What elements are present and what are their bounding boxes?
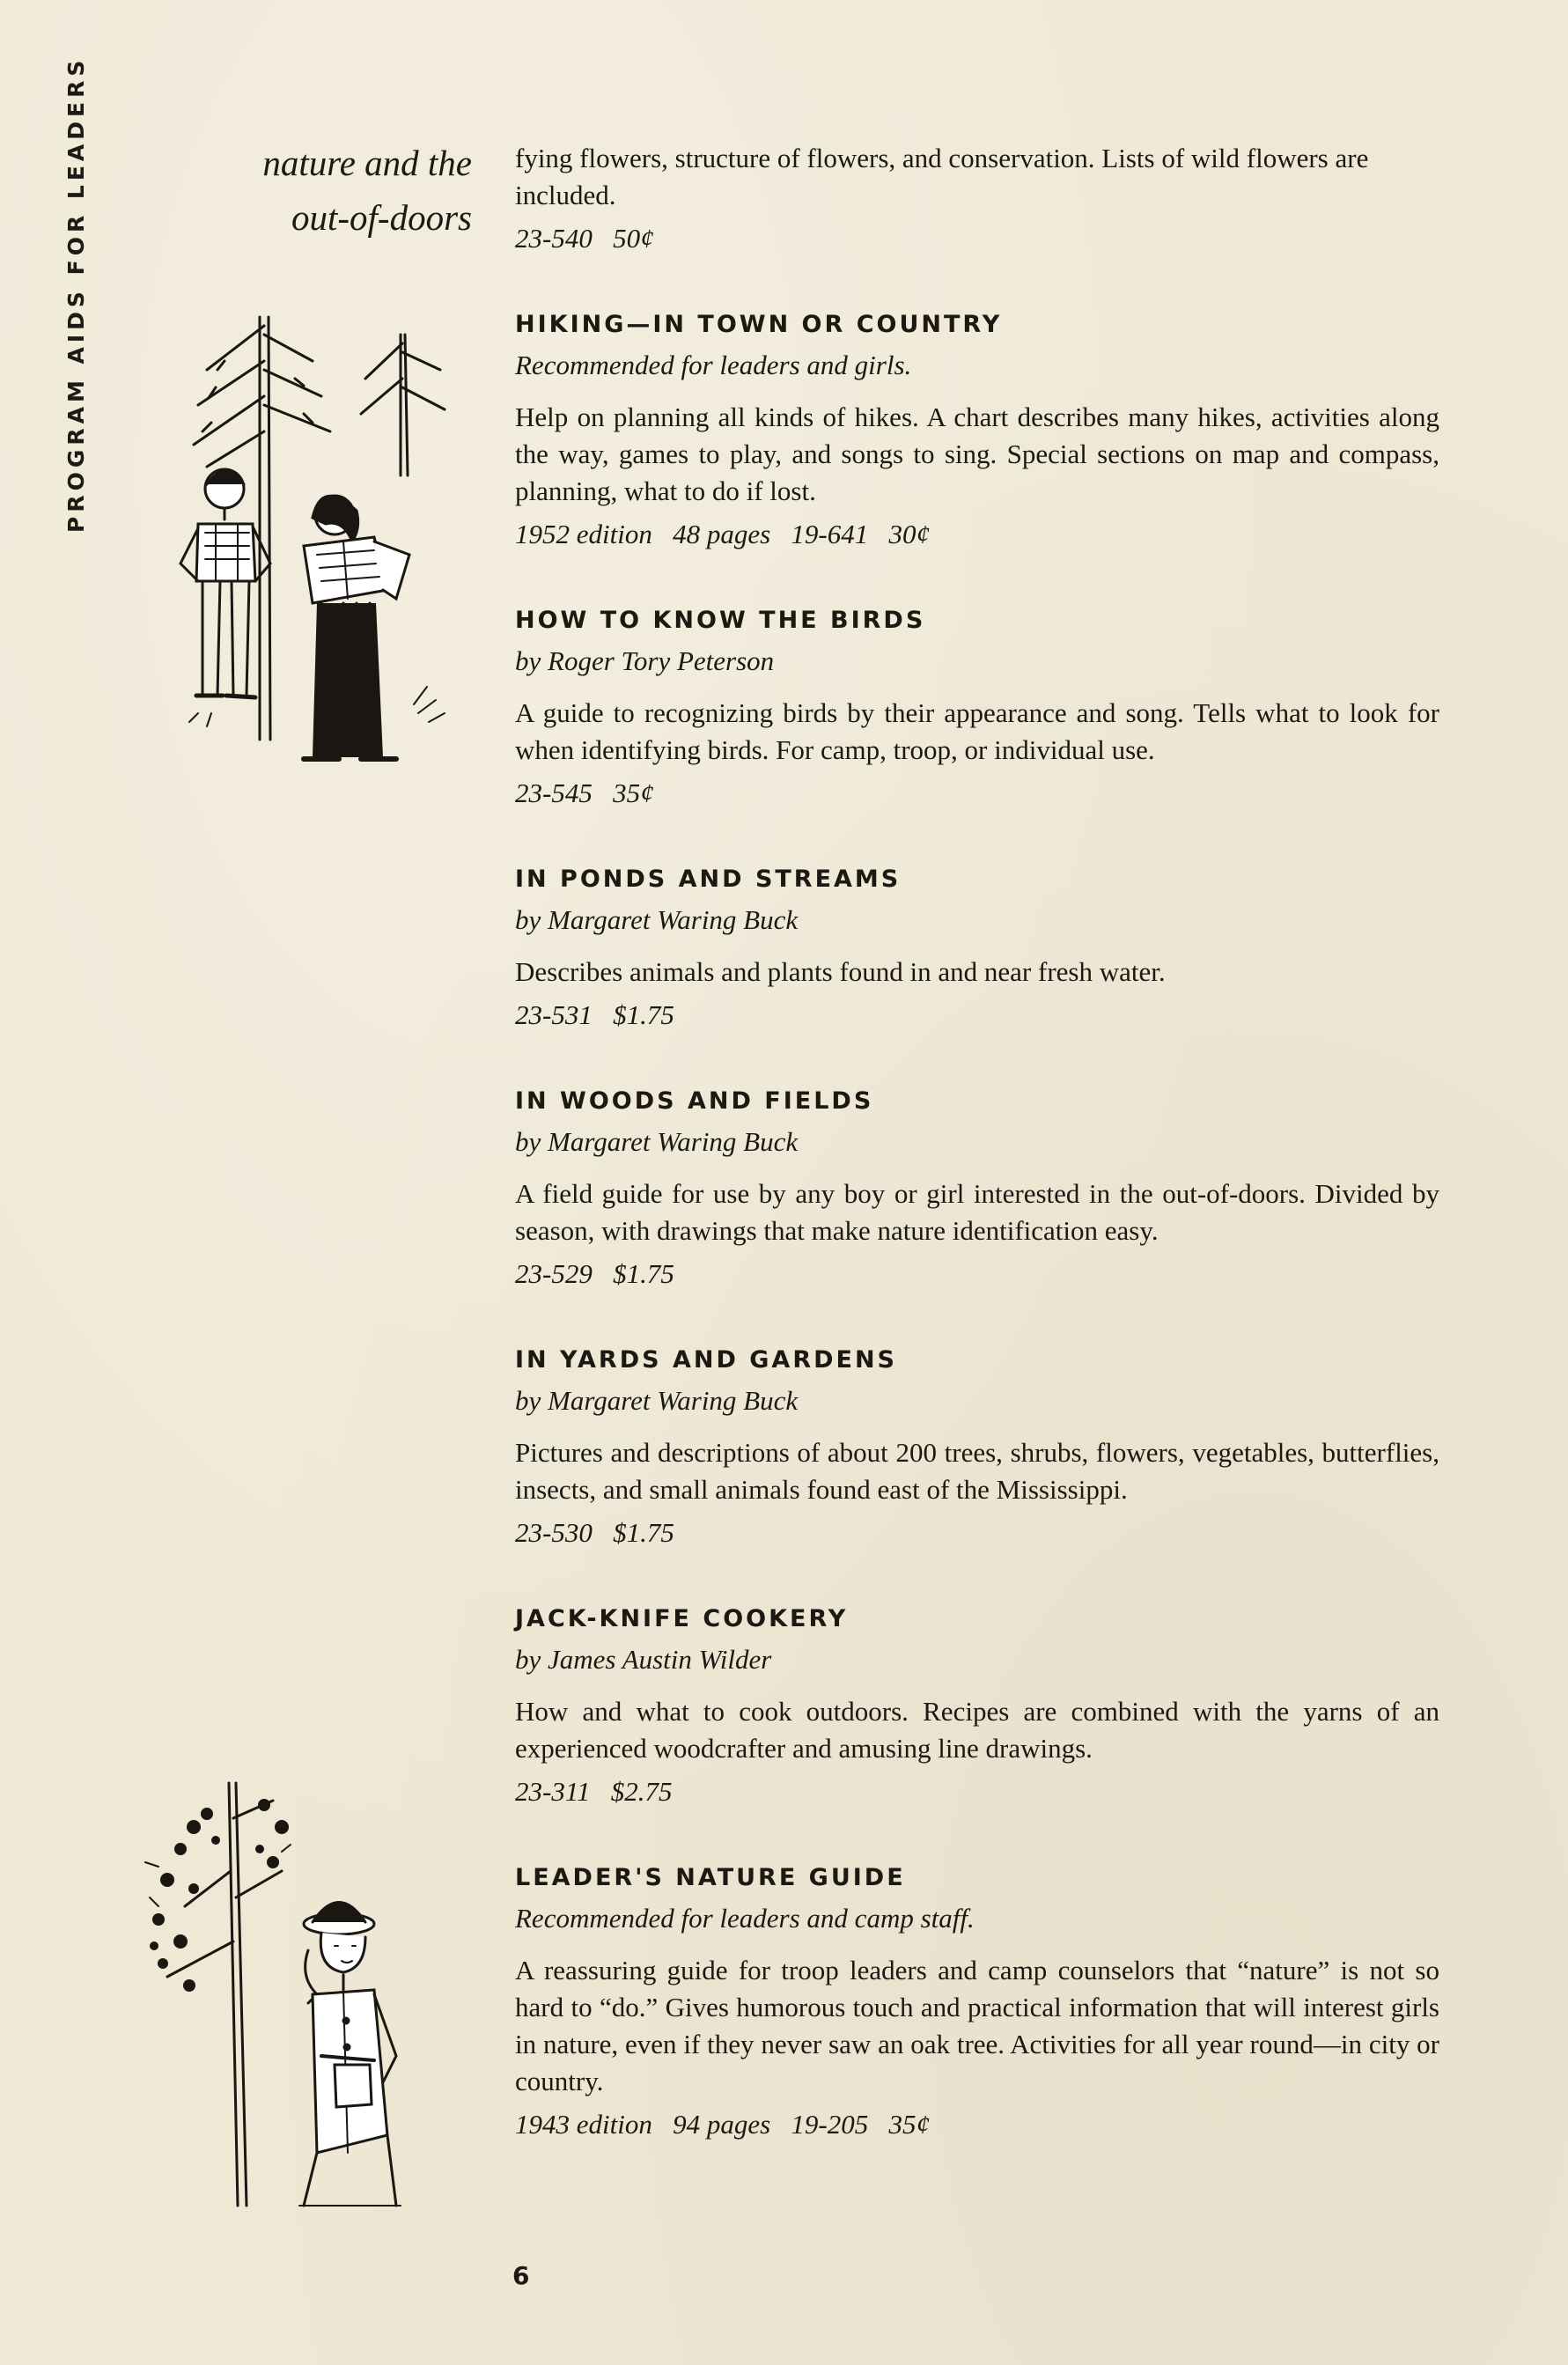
intro-description: fying flowers, structure of flowers, and conservation. Lists of wild flowers are included. (515, 143, 1369, 210)
intro-price-line: 23-540 50¢ (515, 223, 654, 254)
entry-price-line: 1943 edition 94 pages 19-205 35¢ (515, 2109, 930, 2140)
section-title (262, 136, 472, 245)
entry-title: IN YARDS AND GARDENS (515, 1346, 898, 1374)
section-title-line-1: nature and the (262, 143, 472, 183)
entry-description: A guide to recognizing birds by their appearance and song. Tells what to look for when identifying birds. For camp, troop, or individual use. (515, 697, 1439, 765)
entry-title: JACK-KNIFE COOKERY (515, 1605, 849, 1632)
entry-title: IN WOODS AND FIELDS (515, 1087, 874, 1115)
entry-price-line: 1952 edition 48 pages 19-641 30¢ (515, 519, 930, 549)
catalog-entry-leaders-guide (515, 1860, 1439, 2142)
entry-price-line: 23-530 $1.75 (515, 1517, 674, 1548)
entry-title: IN PONDS AND STREAMS (515, 866, 902, 893)
entry-subtitle: by Margaret Waring Buck (515, 1385, 799, 1416)
catalog-entry-ponds (515, 862, 1439, 1033)
catalog-entry-hiking (515, 307, 1439, 552)
page-number: 6 (512, 2261, 530, 2290)
catalog-entry-yards (515, 1343, 1439, 1551)
leader-drawing (132, 1765, 431, 2223)
entry-subtitle: by Margaret Waring Buck (515, 904, 799, 935)
entry-subtitle: by Roger Tory Peterson (515, 645, 775, 676)
entry-title: HIKING—IN TOWN OR COUNTRY (515, 311, 1003, 338)
entry-description: How and what to cook outdoors. Recipes are combined with the yarns of an experienced woodcrafter and amusing line drawings. (515, 1696, 1439, 1764)
entry-price-line: 23-531 $1.75 (515, 999, 674, 1030)
entry-description: Describes animals and plants found in and near fresh water. (515, 956, 1166, 987)
entry-description: Pictures and descriptions of about 200 trees, shrubs, flowers, vegetables, butterflies, insects, and small animals found east of the Mississippi. (515, 1437, 1439, 1505)
entry-description: Help on planning all kinds of hikes. A chart describes many hikes, activities along the way, games to play, and songs to sing. Special sections on map and compass, planning, what to do if lost. (515, 402, 1439, 506)
hikers-illustration (172, 299, 471, 775)
entry-description: A field guide for use by any boy or girl interested in the out-of-doors. Divided by season, with drawings that make nature identification easy. (515, 1178, 1439, 1246)
catalog-entry-birds (515, 603, 1439, 811)
entry-title: HOW TO KNOW THE BIRDS (515, 607, 926, 634)
side-running-head: PROGRAM AIDS FOR LEADERS (63, 55, 89, 533)
entry-price-line: 23-311 $2.75 (515, 1776, 673, 1807)
catalog-entry-jack-knife (515, 1602, 1439, 1809)
entry-subtitle: by Margaret Waring Buck (515, 1126, 799, 1157)
catalog-entry-woods (515, 1084, 1439, 1292)
entry-price-line: 23-529 $1.75 (515, 1258, 674, 1289)
leader-illustration (132, 1765, 431, 2223)
entry-title: LEADER'S NATURE GUIDE (515, 1864, 906, 1891)
entry-subtitle: by James Austin Wilder (515, 1644, 772, 1675)
entry-subtitle: Recommended for leaders and girls. (515, 350, 912, 380)
catalog-column (515, 140, 1439, 2142)
hikers-drawing (172, 299, 471, 775)
section-title-line-2: out-of-doors (291, 197, 472, 238)
entry-description: A reassuring guide for troop leaders and camp counselors that “nature” is not so hard to “do.” Gives humorous touch and practical information that will interest girls in nature, even if they never saw an oak tree. Activities for all year round—in city or country. (515, 1955, 1439, 2096)
entry-subtitle: Recommended for leaders and camp staff. (515, 1903, 975, 1934)
entry-price-line: 23-545 35¢ (515, 777, 654, 808)
